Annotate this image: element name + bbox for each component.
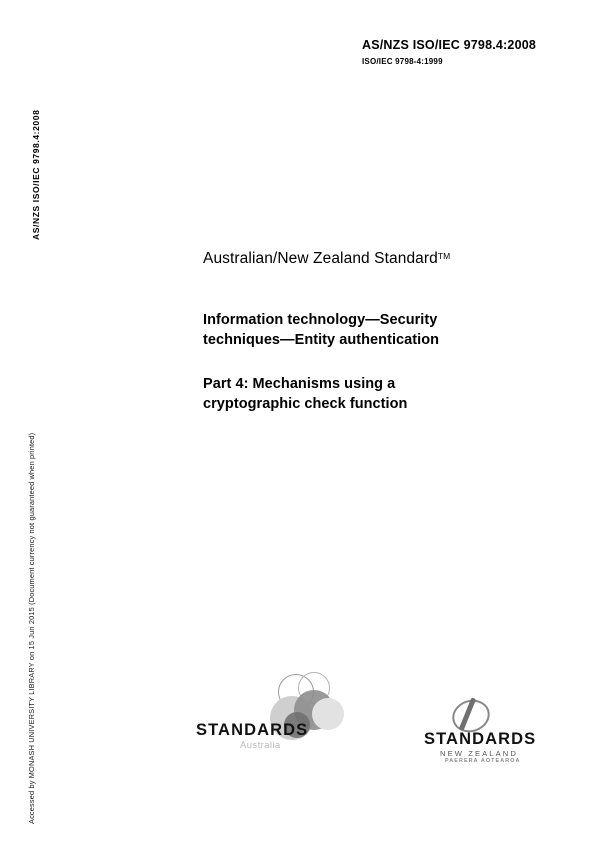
document-subject-line-1: Information technology—Security — [203, 312, 438, 328]
trademark-symbol: TM — [437, 251, 451, 262]
title-block — [203, 250, 533, 414]
side-standard-number — [26, 110, 44, 240]
standards-new-zealand-logo — [424, 700, 564, 770]
side-access-notice-text: Accessed by MONASH UNIVERSITY LIBRARY on 15 Jun 2015 (Document currency not guaranteed when printed) — [27, 432, 36, 824]
standard-name-text: Australian/New Zealand Standard — [203, 250, 438, 267]
header-standard-number: AS/NZS ISO/IEC 9798.4:2008 — [362, 38, 537, 52]
document-part-line-2: cryptographic check function — [203, 396, 408, 412]
header-source-standard: ISO/IEC 9798-4:1999 — [362, 57, 443, 66]
document-subject — [203, 310, 533, 350]
document-part — [203, 374, 533, 414]
side-standard-number-text: AS/NZS ISO/IEC 9798.4:2008 — [31, 109, 41, 240]
ring-slash-icon — [452, 700, 488, 730]
standards-australia-wordmark: STANDARDS — [196, 721, 309, 739]
standards-australia-subtext: Australia — [240, 740, 281, 751]
standards-new-zealand-wordmark: STANDARDS — [424, 730, 537, 748]
standards-australia-logo — [196, 672, 346, 772]
standards-new-zealand-subtext-2: PAERERA AOTEAROA — [445, 758, 521, 764]
header-block — [362, 38, 536, 66]
document-subject-line-2: techniques—Entity authentication — [203, 332, 440, 348]
logo-row — [0, 672, 600, 782]
standard-name — [203, 250, 533, 268]
document-part-line-1: Part 4: Mechanisms using a — [203, 376, 396, 392]
standards-new-zealand-subtext-1: NEW ZEALAND — [440, 749, 518, 758]
